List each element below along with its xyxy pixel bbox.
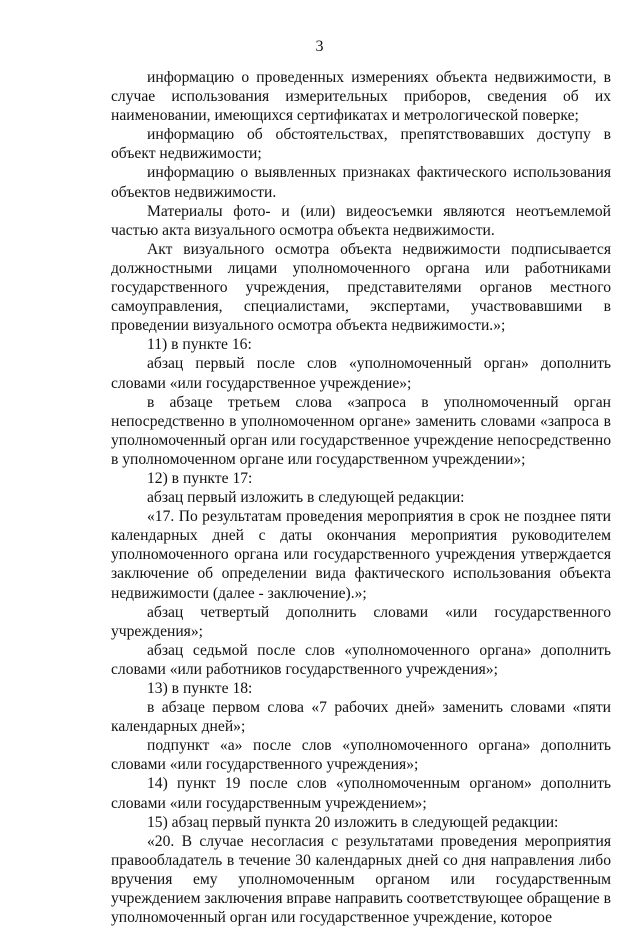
paragraph: 15) абзац первый пункта 20 изложить в следующей редакции: bbox=[147, 813, 559, 831]
paragraph: 14) пункт 19 после слов «уполномоченным органом» дополнить словами «или государственным учреждением»; bbox=[111, 775, 611, 812]
paragraph: информацию об обстоятельствах, препятствовавших доступу в объект недвижимости; bbox=[111, 126, 611, 163]
paragraph: подпункт «а» после слов «уполномоченного органа» дополнить словами «или государственного учреждения»; bbox=[111, 737, 611, 774]
paragraph: абзац первый после слов «уполномоченный орган» дополнить словами «или государственное учреждение»; bbox=[111, 355, 611, 392]
paragraph: абзац четвертый дополнить словами «или государственного учреждения»; bbox=[111, 603, 611, 640]
paragraph: в абзаце третьем слова «запроса в уполномоченный орган непосредственно в уполномоченном органе» заменить словами «запроса в уполномоченный орган или государственное учреждение непосредственно в уполномоченном органе или государственном учреждении»; bbox=[111, 393, 611, 468]
paragraph: абзац первый изложить в следующей редакции: bbox=[147, 489, 465, 507]
page-number: 3 bbox=[315, 38, 324, 55]
paragraph: «20. В случае несогласия с результатами проведения мероприятия правообладатель в течение 30 календарных дней со дня направления либо вручения ему уполномоченным органом или государственным учреждением заключения вправе направить соответствующее обращение в уполномоченный орган или государственное учреждение, которое bbox=[111, 832, 611, 927]
paragraph: абзац седьмой после слов «уполномоченного органа» дополнить словами «или работников государственного учреждения»; bbox=[111, 641, 611, 678]
paragraph: Акт визуального осмотра объекта недвижимости подписывается должностными лицами уполномоченного органа или работниками государственного учреждения, представителями органов местного самоуправления, специалистами, экспертами, участвовавшими в проведении визуального осмотра объекта недвижимости.»; bbox=[111, 240, 611, 335]
paragraph: информацию о проведенных измерениях объекта недвижимости, в случае использования измерительных приборов, сведения об их наименовании, имеющихся сертификатах и метрологической поверке; bbox=[111, 69, 611, 125]
paragraph: в абзаце первом слова «7 рабочих дней» заменить словами «пяти календарных дней»; bbox=[111, 699, 611, 736]
paragraph: 12) в пункте 17: bbox=[147, 469, 253, 487]
paragraph: Материалы фото- и (или) видеосъемки являются неотъемлемой частью акта визуального осмотра объекта недвижимости. bbox=[111, 202, 611, 239]
paragraph: «17. По результатам проведения мероприятия в срок не позднее пяти календарных дней с даты окончания мероприятия руководителем уполномоченного органа или государственного учреждения утверждается заключение об определении вида фактического использования объекта недвижимости (далее - заключение).»; bbox=[111, 508, 611, 602]
paragraph: информацию о выявленных признаках фактического использования объектов недвижимости. bbox=[111, 164, 611, 201]
paragraph: 13) в пункте 18: bbox=[147, 680, 253, 697]
paragraph: 11) в пункте 16: bbox=[147, 336, 252, 354]
document-body bbox=[111, 68, 611, 927]
